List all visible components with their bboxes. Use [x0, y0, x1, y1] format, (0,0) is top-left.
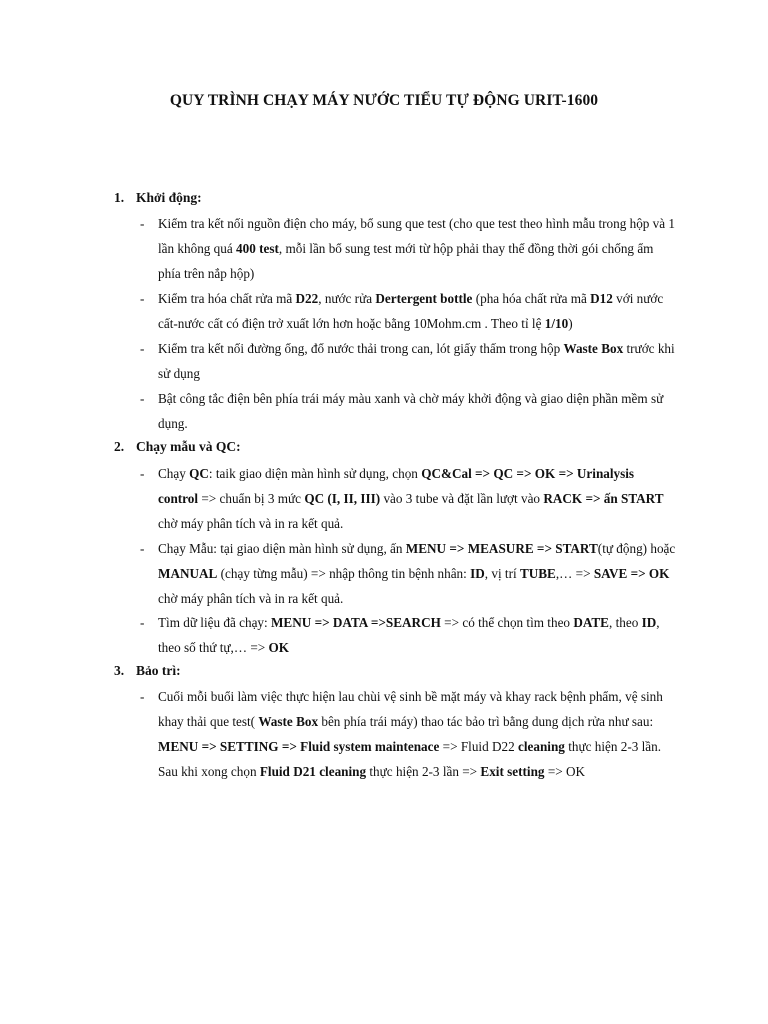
bullet-text	[158, 684, 676, 784]
text-run: Cuối mỗi buổi làm việc thực hiện lau chùi vệ sinh bề mặt máy và khay rack bệnh phẩm, vệ sinh khay thải que test(	[158, 689, 663, 729]
bullet-item	[140, 536, 676, 611]
text-run: , vị trí	[484, 566, 520, 581]
text-run: (tự động) hoặc	[597, 541, 676, 556]
bullet-text	[158, 211, 676, 286]
bullet-item	[140, 286, 676, 336]
bold-text-run: Exit setting	[480, 764, 545, 779]
text-run: bên phía trái máy) thao tác bảo trì bằng dung dịch rửa như sau:	[318, 714, 654, 729]
bullet-dash: -	[140, 615, 145, 630]
bullet-item	[140, 211, 676, 286]
section-heading	[114, 663, 181, 679]
bold-text-run: QC	[189, 466, 209, 481]
bullet-dash: -	[140, 216, 145, 231]
section-title: Khởi động:	[136, 190, 202, 205]
bullet-text	[158, 461, 676, 536]
document-title: QUY TRÌNH CHẠY MÁY NƯỚC TIỂU TỰ ĐỘNG URIT-1600	[169, 92, 599, 109]
bold-text-run: MENU => MEASURE => START	[405, 541, 598, 556]
text-run: Chạy	[158, 466, 190, 481]
section-number: 2.	[114, 439, 125, 454]
bold-text-run: DATE	[573, 615, 609, 630]
bold-text-run: MANUAL	[158, 566, 218, 581]
bold-text-run: SAVE => OK	[593, 566, 670, 581]
text-run: , mỗi lần bổ sung test mới từ hộp phải thay thế đồng thời gói chống ẩm phía trên nắp hộp)	[158, 241, 654, 281]
bold-text-run: OK	[268, 640, 290, 655]
text-run: => Fluid D22	[439, 739, 518, 754]
text-run: (pha hóa chất rửa mã	[472, 291, 591, 306]
text-run: chờ máy phân tích và in ra kết quả.	[158, 591, 344, 606]
text-run: , theo số thứ tự,… =>	[158, 615, 660, 655]
bullet-text	[158, 286, 676, 336]
bold-text-run: MENU => DATA =>SEARCH	[270, 615, 441, 630]
text-run: Tìm dữ liệu đã chạy:	[158, 615, 271, 630]
section-title: Bảo trì:	[136, 663, 181, 678]
bold-text-run: Waste Box	[258, 714, 319, 729]
text-run: Kiểm tra hóa chất rửa mã	[158, 291, 296, 306]
text-run: Chạy Mẫu: tại giao diện màn hình sử dụng, ấn	[158, 541, 406, 556]
bullet-item	[140, 461, 676, 536]
bullet-dash: -	[140, 541, 145, 556]
text-run: thực hiện 2-3 lần. Sau khi xong chọn	[158, 739, 662, 779]
bullet-item	[140, 684, 676, 784]
bold-text-run: TUBE	[519, 566, 556, 581]
bullet-text	[158, 610, 676, 660]
bold-text-run: RACK => ấn START	[543, 491, 664, 506]
text-run: (chạy từng mẫu) => nhập thông tin bệnh nhân:	[217, 566, 471, 581]
text-run: => OK	[544, 764, 586, 779]
bullet-text	[158, 536, 676, 611]
bullet-dash: -	[140, 291, 145, 306]
bullet-item	[140, 386, 676, 436]
text-run: => có thể chọn tìm theo	[440, 615, 574, 630]
text-run: ,… =>	[555, 566, 594, 581]
bold-text-run: ID	[641, 615, 657, 630]
section-title: Chạy mẫu và QC:	[136, 439, 241, 454]
bold-text-run: D22	[295, 291, 319, 306]
bold-text-run: Dertergent bottle	[375, 291, 473, 306]
bullet-dash: -	[140, 689, 145, 704]
bullet-dash: -	[140, 341, 145, 356]
text-run: vào 3 tube và đặt lần lượt vào	[380, 491, 544, 506]
text-run: Bật công tắc điện bên phía trái máy màu xanh và chờ máy khởi động và giao diện phần mềm sử dụng.	[158, 391, 664, 431]
text-run: , theo	[608, 615, 642, 630]
bullet-text	[158, 386, 676, 436]
bullet-item	[140, 610, 676, 660]
text-run: Kiểm tra kết nối đường ống, đổ nước thải trong can, lót giấy thấm trong hộp	[158, 341, 564, 356]
text-run: )	[568, 316, 573, 331]
bold-text-run: D12	[590, 291, 613, 306]
bold-text-run: cleaning	[518, 739, 565, 754]
section-heading	[114, 190, 202, 206]
section-heading	[114, 439, 241, 455]
bullet-text	[158, 336, 676, 386]
bullet-dash: -	[140, 466, 145, 481]
text-run: thực hiện 2-3 lần =>	[366, 764, 481, 779]
bold-text-run: 1/10	[544, 316, 569, 331]
bold-text-run: ID	[470, 566, 485, 581]
section-number: 1.	[114, 190, 125, 205]
text-run: Kiểm tra kết nối nguồn điện cho máy, bổ sung que test (cho que test theo hình mẫu trong hộp và 1 lần không quá	[158, 216, 676, 256]
text-run: chờ máy phân tích và in ra kết quả.	[158, 516, 344, 531]
bold-text-run: Waste Box	[563, 341, 624, 356]
bullet-dash: -	[140, 391, 145, 406]
text-run: : taik giao diện màn hình sử dụng, chọn	[208, 466, 422, 481]
bold-text-run: QC (I, II, III)	[304, 491, 381, 506]
bold-text-run: Fluid D21 cleaning	[259, 764, 367, 779]
bullet-item	[140, 336, 676, 386]
section-number: 3.	[114, 663, 125, 678]
bold-text-run: MENU => SETTING => Fluid system maintenace	[158, 739, 440, 754]
bold-text-run: QC&Cal => QC => OK => Urinalysis control	[158, 466, 635, 506]
bold-text-run: 400 test	[236, 241, 279, 256]
text-run: , nước rửa	[318, 291, 376, 306]
text-run: => chuẩn bị 3 mức	[198, 491, 305, 506]
text-run: trước khi sử dụng	[158, 341, 675, 381]
text-run: với nước cất-nước cất có điện trở xuất lớn hơn hoặc bằng 10Mohm.cm . Theo tỉ lệ	[158, 291, 664, 331]
